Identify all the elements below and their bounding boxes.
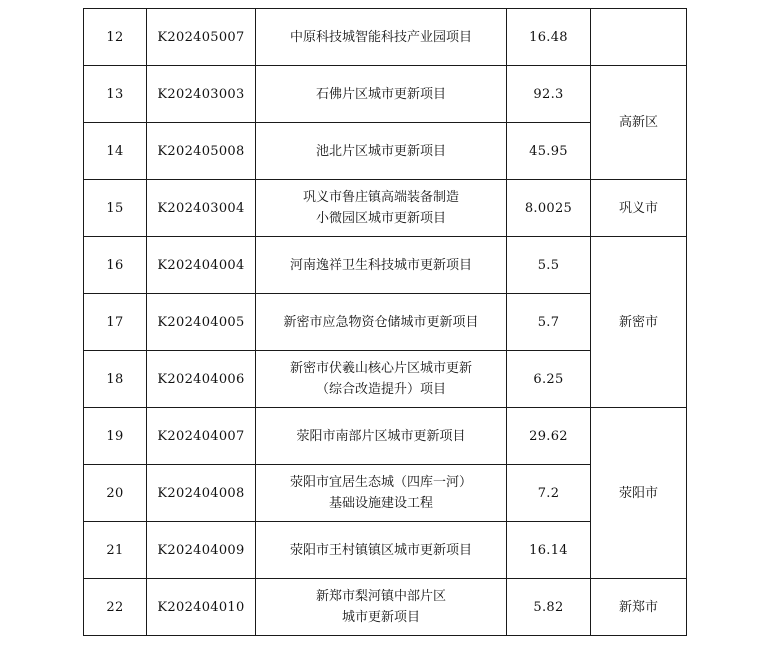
row-project-name: [256, 579, 507, 636]
project-name-line: 池北片区城市更新项目: [315, 143, 446, 159]
project-name-line: 小微园区城市更新项目: [315, 211, 446, 226]
row-project-name: [256, 237, 507, 294]
row-area: 92.3: [507, 66, 591, 123]
project-name-line: 巩义市鲁庄镇高端装备制造: [302, 190, 459, 205]
row-project-name: [256, 408, 507, 465]
table-row: [84, 180, 687, 237]
row-code: K202404008: [147, 465, 256, 522]
row-seq: 15: [84, 180, 147, 237]
row-seq: 19: [84, 408, 147, 465]
row-district: 巩义市: [591, 180, 687, 237]
row-seq: 16: [84, 237, 147, 294]
project-name-line: 新密市伏羲山核心片区城市更新: [289, 361, 472, 376]
row-area: 45.95: [507, 123, 591, 180]
project-name-line: 城市更新项目: [341, 610, 420, 625]
row-seq: 14: [84, 123, 147, 180]
project-name-line: （综合改造提升）项目: [315, 382, 446, 397]
table-row: [84, 408, 687, 465]
project-name-line: 基础设施建设工程: [328, 496, 433, 511]
row-code: K202404007: [147, 408, 256, 465]
row-code: K202403004: [147, 180, 256, 237]
row-seq: 17: [84, 294, 147, 351]
project-name-line: 荥阳市宜居生态城（四库一河）: [289, 475, 472, 490]
row-code: K202404009: [147, 522, 256, 579]
row-seq: 18: [84, 351, 147, 408]
row-project-name: [256, 66, 507, 123]
row-code: K202404005: [147, 294, 256, 351]
row-code: K202405007: [147, 9, 256, 66]
project-name-line: 新密市应急物资仓储城市更新项目: [283, 314, 479, 330]
project-name-line: 中原科技城智能科技产业园项目: [289, 29, 472, 45]
row-district: 高新区: [591, 66, 687, 180]
row-code: K202404010: [147, 579, 256, 636]
project-name-line: 荥阳市王村镇镇区城市更新项目: [289, 542, 472, 558]
row-code: K202404006: [147, 351, 256, 408]
row-seq: 20: [84, 465, 147, 522]
row-district: 新郑市: [591, 579, 687, 636]
row-area: 5.82: [507, 579, 591, 636]
row-area: 6.25: [507, 351, 591, 408]
project-name-line: 荥阳市南部片区城市更新项目: [296, 428, 466, 444]
table-row: [84, 579, 687, 636]
row-area: 29.62: [507, 408, 591, 465]
row-seq: 21: [84, 522, 147, 579]
row-area: 16.14: [507, 522, 591, 579]
row-code: K202404004: [147, 237, 256, 294]
row-area: 7.2: [507, 465, 591, 522]
row-seq: 22: [84, 579, 147, 636]
row-project-name: [256, 180, 507, 237]
row-project-name: [256, 522, 507, 579]
row-seq: 12: [84, 9, 147, 66]
table-row: [84, 237, 687, 294]
row-seq: 13: [84, 66, 147, 123]
row-area: 5.7: [507, 294, 591, 351]
row-project-name: [256, 465, 507, 522]
project-name-line: 河南逸祥卫生科技城市更新项目: [289, 257, 472, 273]
row-area: 8.0025: [507, 180, 591, 237]
row-district: 新密市: [591, 237, 687, 408]
table-row: [84, 9, 687, 66]
row-project-name: [256, 123, 507, 180]
row-district: 荥阳市: [591, 408, 687, 579]
row-district: [591, 9, 687, 66]
row-project-name: [256, 294, 507, 351]
project-table: [83, 8, 687, 636]
row-code: K202405008: [147, 123, 256, 180]
row-area: 5.5: [507, 237, 591, 294]
table-row: [84, 66, 687, 123]
row-project-name: [256, 9, 507, 66]
row-area: 16.48: [507, 9, 591, 66]
project-name-line: 新郑市梨河镇中部片区: [315, 589, 446, 604]
project-name-line: 石佛片区城市更新项目: [315, 86, 446, 102]
row-project-name: [256, 351, 507, 408]
row-code: K202403003: [147, 66, 256, 123]
